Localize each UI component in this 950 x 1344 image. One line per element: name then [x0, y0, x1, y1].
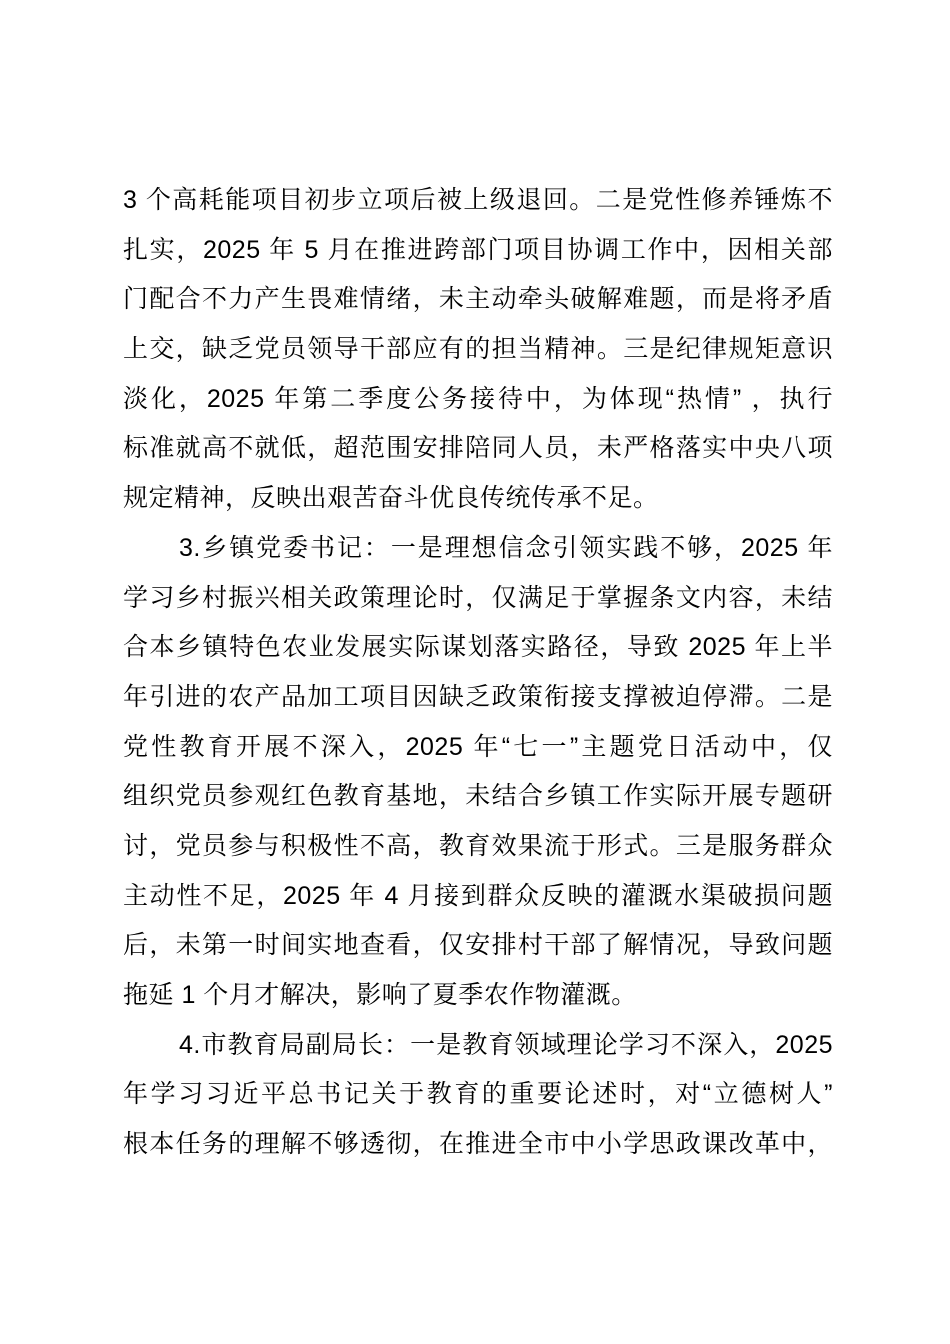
- text-line: 年学习习近平总书记关于教育的重要论述时，对“立德树人”: [123, 1080, 833, 1109]
- text-line: 讨，党员参与积极性不高，教育效果流于形式。三是服务群众: [123, 831, 833, 860]
- text-line: 3.乡镇党委书记：一是理想信念引领实践不够，2025 年: [179, 533, 833, 562]
- text-line: 组织党员参观红色教育基地，未结合乡镇工作实际开展专题研: [123, 782, 833, 811]
- text-line: 规定精神，反映出艰苦奋斗优良传统传承不足。: [123, 484, 659, 513]
- text-line: 上交，缺乏党员领导干部应有的担当精神。三是纪律规矩意识: [123, 335, 833, 364]
- text-line: 后，未第一时间实地查看，仅安排村干部了解情况，导致问题: [123, 931, 833, 960]
- text-line: 学习乡村振兴相关政策理论时，仅满足于掌握条文内容，未结: [123, 583, 833, 612]
- text-line: 3 个高耗能项目初步立项后被上级退回。二是党性修养锤炼不: [123, 186, 833, 214]
- paragraph: [123, 176, 833, 524]
- text-line: 年引进的农产品加工项目因缺乏政策衔接支撑被迫停滞。二是: [123, 682, 833, 711]
- document-body: [123, 176, 833, 1170]
- text-line: 4.市教育局副局长：一是教育领域理论学习不深入，2025: [179, 1030, 833, 1059]
- text-line: 合本乡镇特色农业发展实际谋划落实路径，导致 2025 年上半: [123, 633, 833, 662]
- text-line: 门配合不力产生畏难情绪，未主动牵头破解难题，而是将矛盾: [123, 285, 833, 314]
- text-line: 主动性不足，2025 年 4 月接到群众反映的灌溉水渠破损问题: [123, 881, 833, 910]
- text-line: 党性教育开展不深入，2025 年“七一”主题党日活动中，仅: [123, 732, 833, 761]
- text-line: 扎实，2025 年 5 月在推进跨部门项目协调工作中，因相关部: [123, 235, 833, 264]
- paragraph: [123, 1021, 833, 1170]
- text-line: 拖延 1 个月才解决，影响了夏季农作物灌溉。: [123, 981, 637, 1009]
- text-line: 根本任务的理解不够透彻，在推进全市中小学思政课改革中，: [123, 1130, 833, 1159]
- text-line: 标准就高不就低，超范围安排陪同人员，未严格落实中央八项: [123, 434, 833, 463]
- text-line: 淡化，2025 年第二季度公务接待中，为体现“热情” ，执行: [123, 384, 833, 413]
- paragraph: [123, 524, 833, 1021]
